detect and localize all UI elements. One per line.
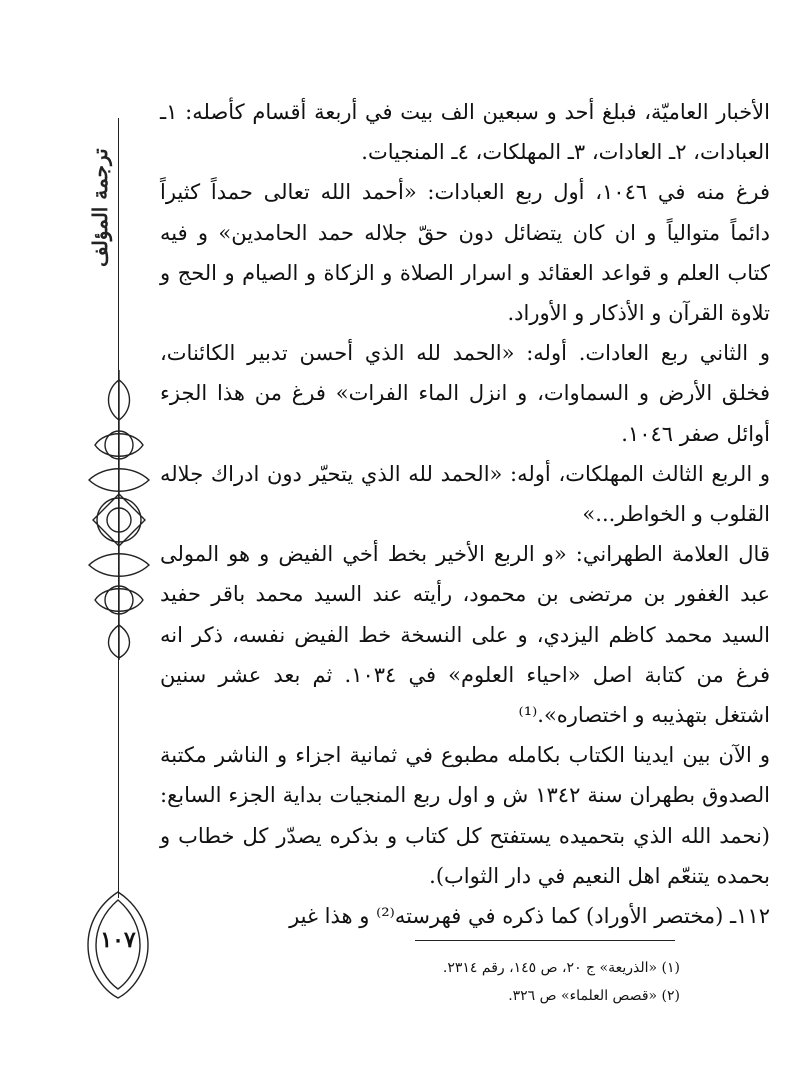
running-head: ترجمة المؤلف — [88, 148, 112, 268]
paragraph: و الثاني ربع العادات. أوله: «الحمد لله الذي أحسن تدبير الكائنات، فخلق الأرض و السماوات، و انزل الماء الفرات» فرغ من هذا الجزء أوائل صفر ١٠٤٦. — [160, 341, 770, 446]
paragraph: ١١٢ـ (مختصر الأوراد) كما ذكره في فهرسته⁽²⁾ و هذا غير — [289, 904, 770, 929]
footnote: (٢) «قصص العلماء» ص ٣٢٦. — [508, 988, 680, 1004]
paragraph: و الآن بين ايدينا الكتاب بكامله مطبوع في ثمانية اجزاء و الناشر مكتبة الصدوق بطهران سنة ١٣٤٢ ش و اول ربع المنجيات بداية الجزء السابع: (نحمد الله الذي بتحميده يستفتح كل كتاب و بذكره يصدّر كل خطاب و بحمده يتنعّم اهل النعيم في دار الثواب). — [160, 743, 770, 888]
paragraph: قال العلامة الطهراني: «و الربع الأخير بخط أخي الفيض و هو المولى عبد الغفور بن مرتضى بن محمود، رأيته عند السيد محمد باقر حفيد السيد محمد كاظم اليزدي، و على النسخة خط الفيض نفسه، ذكر انه فرغ من كتابة اصل «احياء العلوم» في ١٠٣٤. ثم بعد عشر سنين اشتغل بتهذيبه و اختصاره».⁽¹⁾ — [160, 542, 770, 728]
paragraph: الأخبار العاميّة، فبلغ أحد و سبعين الف بيت في أربعة أقسام كأصله: ١ـ العبادات، ٢ـ العادات، ٣ـ المهلكات، ٤ـ المنجيات. — [160, 100, 770, 165]
paragraph: فرغ منه في ١٠٤٦، أول ربع العبادات: «أحمد الله تعالى حمداً كثيراً دائماً متوالياً و ان كان يتضائل دون حقّ جلاله حمد الحامدين» و فيه كتاب العلم و قواعد العقائد و اسرار الصلاة و الزكاة و الصيام و الحج و تلاوة القرآن و الأذكار و الأوراد. — [160, 180, 770, 326]
footnote: (١) «الذريعة» ج ٢٠، ص ١٤٥، رقم ٢٣١٤. — [442, 960, 680, 976]
paragraph: و الربع الثالث المهلكات، أوله: «الحمد لله الذي يتحيّر دون ادراك جلاله القلوب و الخواطر...» — [160, 461, 770, 527]
footnote-rule — [415, 940, 675, 941]
page-number: ١٠٧ — [100, 927, 136, 953]
floral-ornament-icon — [75, 370, 163, 660]
body-text — [160, 92, 770, 936]
footnotes — [300, 954, 680, 1010]
